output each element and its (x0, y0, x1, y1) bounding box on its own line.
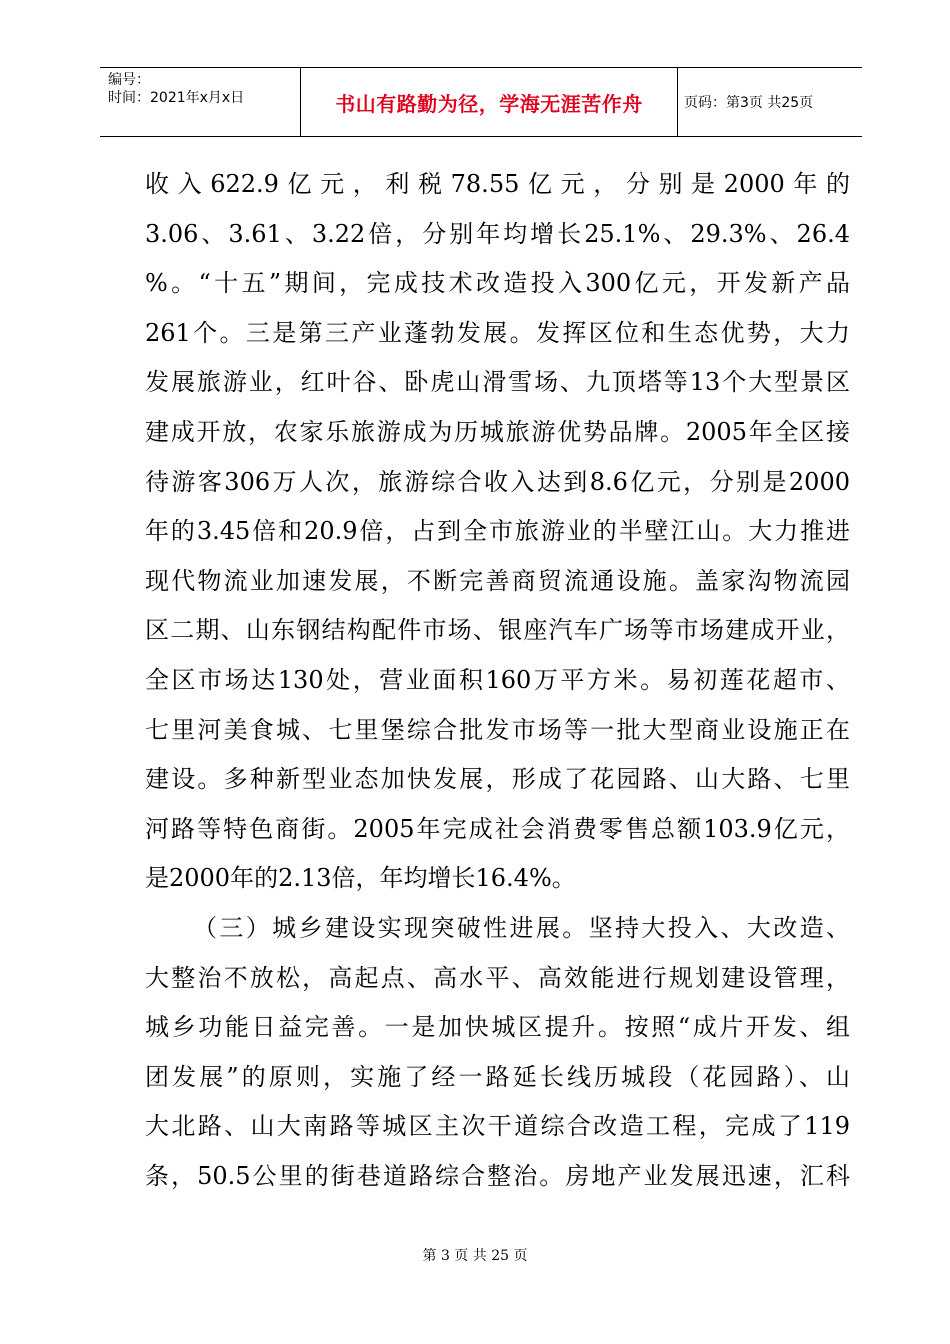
body-line: 现代物流业加速发展，不断完善商贸流通设施。盖家沟物流园 (145, 566, 850, 595)
body-line: 团发展”的原则，实施了经一路延长线历城段（花园路）、山 (145, 1062, 850, 1091)
body-line: 待游客306万人次，旅游综合收入达到8.6亿元，分别是2000 (145, 467, 850, 496)
body-line: 条，50.5公里的街巷道路综合整治。房地产业发展迅速，汇科 (145, 1161, 850, 1190)
page-footer: 第 3 页 共 25 页 (422, 1248, 528, 1264)
header-motto: 书山有路勤为径，学海无涯苦作舟 (335, 91, 643, 116)
body-line: 是2000年的2.13倍，年均增长16.4%。 (145, 864, 576, 893)
body-line: 发展旅游业，红叶谷、卧虎山滑雪场、九顶塔等13个大型景区 (145, 368, 850, 397)
body-line: （三）城乡建设实现突破性进展。坚持大投入、大改造、 (193, 913, 850, 942)
header-motto-cell (301, 68, 678, 136)
document-body (145, 160, 850, 1201)
header-page-cell (678, 68, 862, 136)
page-header (100, 67, 862, 137)
body-line: 七里河美食城、七里堡综合批发市场等一批大型商业设施正在 (145, 715, 850, 744)
paragraph-2 (145, 904, 850, 1202)
header-page-info: 页码：第3页 共25页 (684, 95, 814, 111)
body-line: 河路等特色商街。2005年完成社会消费零售总额103.9亿元， (145, 814, 850, 843)
body-line: 年的3.45倍和20.9倍，占到全市旅游业的半壁江山。大力推进 (145, 517, 850, 546)
document-number-label: 编号： (108, 72, 150, 88)
body-line: 收入622.9亿元，利税78.55亿元，分别是2000年的 (145, 170, 850, 198)
document-date: 时间：2021年x月x日 (108, 90, 245, 106)
body-line: 城乡功能日益完善。一是加快城区提升。按照“成片开发、组 (145, 1013, 850, 1042)
body-line: 建成开放，农家乐旅游成为历城旅游优势品牌。2005年全区接 (145, 417, 850, 446)
body-line: 3.06、3.61、3.22倍，分别年均增长25.1%、29.3%、26.4 (145, 219, 850, 248)
body-line: 建设。多种新型业态加快发展，形成了花园路、山大路、七里 (145, 765, 850, 794)
body-line: 全区市场达130处，营业面积160万平方米。易初莲花超市、 (145, 665, 850, 694)
body-line: %。“十五”期间，完成技术改造投入300亿元，开发新产品 (145, 269, 850, 298)
header-meta (100, 68, 301, 136)
body-line: 大北路、山大南路等城区主次干道综合改造工程，完成了119 (145, 1112, 850, 1141)
body-line: 区二期、山东钢结构配件市场、银座汽车广场等市场建成开业， (145, 616, 850, 645)
paragraph-1 (145, 160, 850, 904)
body-line: 261个。三是第三产业蓬勃发展。发挥区位和生态优势，大力 (145, 318, 850, 347)
body-line: 大整治不放松，高起点、高水平、高效能进行规划建设管理， (145, 963, 850, 992)
